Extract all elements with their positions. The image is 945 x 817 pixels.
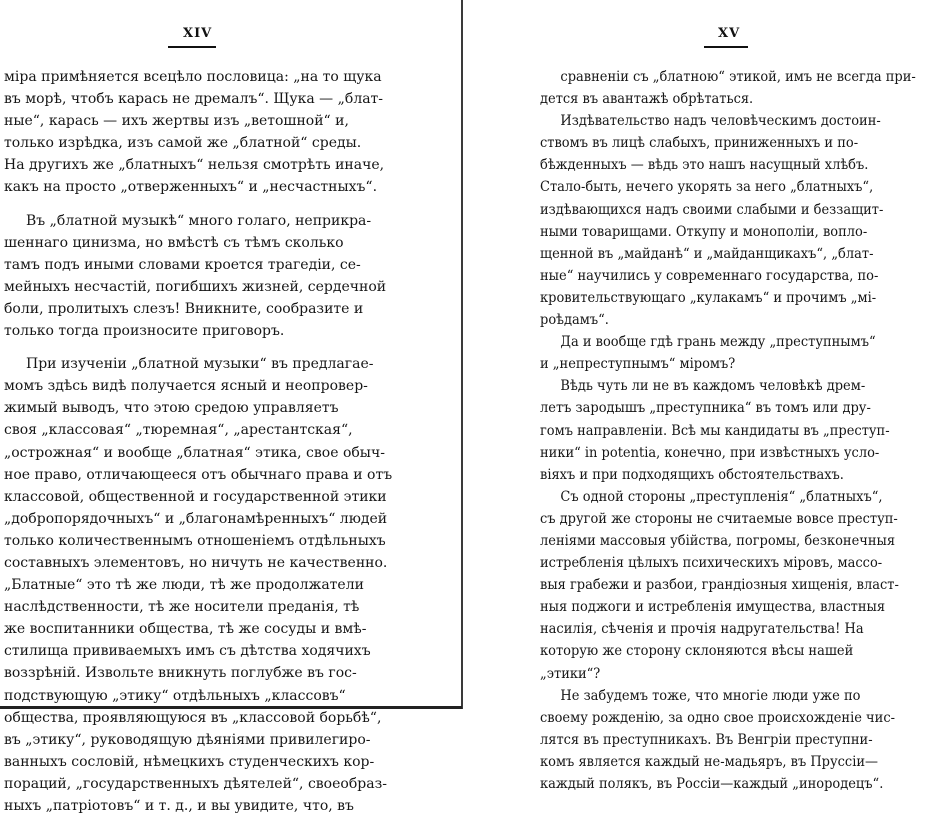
text-line: воззрѣній. Извольте вникнуть поглубже въ гос- [4, 665, 357, 682]
paragraph [540, 331, 945, 375]
text-line: комъ является каждый не-мадьяръ, въ Пруссіи— [540, 753, 879, 770]
text-line: „этики“? [540, 665, 601, 682]
paragraph [540, 66, 945, 110]
text-line: только количественнымъ отношеніемъ отдѣльныхъ [4, 532, 386, 549]
right-page [464, 0, 920, 792]
text-line: ными товарищами. Откупу и монополіи, вопло- [540, 223, 868, 240]
page-number-rule [704, 46, 748, 48]
text-line: Вѣдь чуть ли не въ каждомъ человѣкѣ дрем- [560, 378, 866, 395]
text-line: классовой, общественной и государственной этики [4, 488, 387, 505]
paragraph [540, 110, 945, 331]
text-line: Издѣвательство надъ человѣческимъ достоин- [560, 113, 881, 130]
text-line: „добропорядочныхъ“ и „благонамѣренныхъ“ людей [4, 510, 388, 527]
text-line: же воспитанники общества, тѣ же сосуды и вмѣ- [4, 621, 367, 638]
page-number-rule [168, 46, 216, 48]
text-line: насилія, сѣченія и прочія надругательства! На [540, 621, 864, 638]
text-line: ванныхъ сословій, нѣмецкихъ студенческихъ кор- [4, 753, 375, 770]
text-line: ные“ научились у современнаго государства, по- [540, 267, 879, 284]
gutter-divider [461, 0, 463, 709]
text-line: роѣдамъ“. [540, 312, 609, 329]
paragraph [4, 66, 392, 199]
text-line: летъ зародышъ „преступника“ въ томъ или дру- [540, 400, 871, 417]
text-line: дется въ авантажѣ обрѣтаться. [540, 91, 754, 108]
paragraph [540, 486, 945, 685]
text-line: ствомъ въ лицѣ слабыхъ, приниженныхъ и по- [540, 135, 859, 152]
left-page [0, 0, 462, 814]
text-line: своему рожденію, за одно свое происхожденіе чис- [540, 709, 895, 726]
text-line: Съ одной стороны „преступленія“ „блатныхъ“, [560, 488, 883, 505]
page-body [4, 66, 392, 817]
text-line: только тогда произносите приговоръ. [4, 323, 285, 340]
text-line: бѣжденныхъ — вѣдь это нашъ насущный хлѣбъ. [540, 157, 869, 174]
paragraph [540, 685, 945, 795]
text-line: кровительствующаго „кулакамъ“ и прочимъ „мі- [540, 289, 877, 306]
text-line: ники“ in potentia, конечно, при извѣстныхъ усло- [540, 444, 880, 461]
text-line: издѣвающихся надъ своими слабыми и беззащит- [540, 201, 884, 218]
text-line: общества, проявляющуюся въ „классовой борьбѣ“, [4, 709, 382, 726]
text-line: „Блатные“ это тѣ же люди, тѣ же продолжатели [4, 577, 364, 594]
text-line: При изученіи „блатной музыки“ въ предлагае- [26, 356, 374, 373]
paragraph-gap [4, 199, 392, 210]
page-body [540, 66, 945, 795]
text-line: наслѣдственности, тѣ же носители преданія, тѣ [4, 599, 360, 616]
text-line: и „непреступнымъ“ міромъ? [540, 356, 736, 373]
text-line: каждый полякъ, въ Россіи—каждый „инородецъ“. [540, 776, 884, 792]
text-line: Не забудемъ тоже, что многіе люди уже по [560, 687, 861, 704]
text-line: сравненіи съ „блатною“ этикой, имъ не всегда при- [560, 69, 916, 85]
page-number: XV [718, 26, 741, 41]
text-line: мейныхъ несчастій, погибшихъ жизней, сердечной [4, 278, 387, 295]
text-line: віяхъ и при подходящихъ обстоятельствахъ. [540, 466, 844, 483]
text-line: щенной въ „майданѣ“ и „майданщикахъ“, „блат- [540, 245, 874, 262]
text-line: только изрѣдка, изъ самой же „блатной“ среды. [4, 135, 362, 152]
text-line: шеннаго цинизма, но вмѣстѣ съ тѣмъ сколько [4, 234, 344, 251]
text-line: боли, пролитыхъ слезъ! Вникните, сообразите и [4, 300, 364, 317]
paragraph [540, 375, 945, 485]
text-line: въ морѣ, чтобъ карась не дремалъ“. Щука — „блат- [4, 91, 384, 108]
page-number: XIV [183, 26, 213, 41]
text-line: ные“, карась — ихъ жертвы изъ „ветошной“ и, [4, 113, 349, 130]
text-line: Въ „блатной музыкѣ“ много голаго, неприкра- [26, 212, 372, 229]
text-line: своя „классовая“ „тюремная“, „арестантская“, [4, 422, 353, 439]
text-line: Стало-быть, нечего укорять за него „блатныхъ“, [540, 179, 874, 196]
text-line: міра примѣняется всецѣло пословица: „на то щука [4, 69, 382, 85]
text-line: ныя поджоги и истребленія имущества, властныя [540, 599, 886, 616]
text-line: какъ на просто „отверженныхъ“ и „несчастныхъ“. [4, 179, 378, 196]
text-line: „острожная“ и вообще „блатная“ этика, свое обыч- [4, 444, 385, 461]
text-line: пораций, „государственныхъ дѣятелей“, своеобраз- [4, 775, 387, 792]
paragraph-gap [4, 342, 392, 353]
text-line: подствующую „этику“ отдѣльныхъ „классовъ“ [4, 687, 346, 704]
text-line: гомъ направленіи. Всѣ мы кандидаты въ „преступ- [540, 422, 890, 439]
paragraph [4, 210, 392, 343]
text-line: жимый выводъ, что этою средою управляетъ [4, 400, 339, 417]
text-line: Да и вообще гдѣ грань между „преступнымъ“ [560, 334, 876, 351]
text-line: момъ здѣсь видѣ получается ясный и неопровер- [4, 378, 368, 395]
bottom-edge-rule [0, 706, 462, 709]
text-line: въ „этику“, руководящую дѣяніями привилегиро- [4, 731, 371, 748]
text-line: На другихъ же „блатныхъ“ нельзя смотрѣть иначе, [4, 157, 385, 174]
text-line: лятся въ преступникахъ. Въ Венгріи преступни- [540, 731, 873, 748]
paragraph [4, 353, 392, 817]
text-line: ныхъ „патріотовъ“ и т. д., и вы увидите, что, въ [4, 798, 354, 814]
text-line: истребленія цѣлыхъ психическихъ міровъ, массо- [540, 555, 883, 572]
text-line: съ другой же стороны не считаемые вовсе преступ- [540, 510, 898, 527]
text-line: выя грабежи и разбои, грандіозныя хищенія, власт- [540, 577, 899, 594]
text-line: стилища прививаемыхъ имъ съ дѣтства ходячихъ [4, 643, 371, 660]
text-line: леніями массовыя убійства, погромы, безконечныя [540, 532, 896, 549]
text-line: составныхъ элементовъ, но ничуть не качественно. [4, 554, 388, 571]
text-line: которую же сторону склоняются вѣсы нашей [540, 643, 854, 660]
text-line: ное право, отличающееся отъ обычнаго права и отъ [4, 466, 393, 483]
text-line: тамъ подъ иными словами кроется трагедіи, се- [4, 256, 361, 273]
